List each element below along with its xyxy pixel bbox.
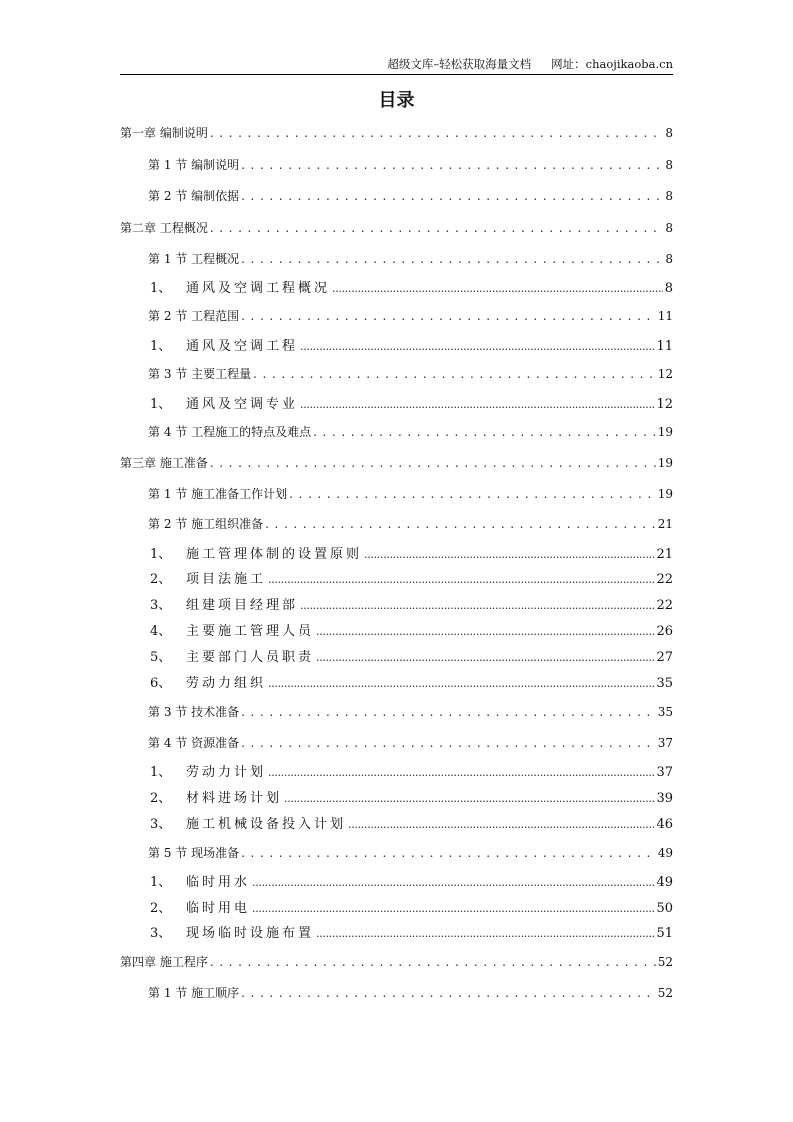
toc-entry-label: 第 2 节 编制依据: [148, 189, 240, 203]
toc-entry-section[interactable]: [120, 734, 673, 751]
toc-entry-number: 2、: [150, 791, 172, 806]
dot-leader: [316, 624, 654, 639]
dot-leader: [241, 252, 663, 266]
toc-entry-page-number: 35: [657, 705, 673, 719]
toc-entry-item[interactable]: [120, 871, 673, 890]
toc-entry-text: 施工机械设备投入计划: [186, 817, 347, 832]
toc-entry-label: [150, 277, 330, 296]
toc-entry-item[interactable]: [120, 813, 673, 832]
dot-leader: [348, 817, 654, 832]
toc-entry-label: [150, 335, 298, 354]
toc-entry-label: [150, 813, 346, 832]
dot-leader: [210, 456, 656, 470]
dot-leader: [252, 875, 654, 890]
toc-entry-text: 组建项目经理部: [186, 598, 299, 613]
toc-entry-label: [150, 568, 266, 587]
toc-entry-item[interactable]: [120, 787, 673, 806]
toc-entry-item[interactable]: [120, 568, 673, 587]
toc-entry-page-number: 50: [656, 901, 673, 916]
toc-entry-chapter[interactable]: [120, 953, 673, 970]
toc-entry-item[interactable]: [120, 922, 673, 941]
toc-entry-number: 4、: [150, 624, 172, 639]
toc-entry-page-number: 8: [665, 252, 673, 266]
toc-entry-number: 3、: [150, 817, 172, 832]
toc-entry-text: 材料进场计划: [186, 791, 283, 806]
dot-leader: [210, 955, 656, 969]
toc-entry-item[interactable]: [120, 897, 673, 916]
toc-entry-label: [150, 620, 314, 639]
dot-leader: [268, 572, 654, 587]
toc-entry-item[interactable]: [120, 620, 673, 639]
toc-entry-section[interactable]: [120, 703, 673, 720]
toc-entry-page-number: 8: [665, 221, 673, 235]
dot-leader: [313, 425, 656, 439]
toc-entry-label: 第 2 节 工程范围: [148, 309, 240, 323]
toc-entry-label: [150, 922, 314, 941]
toc-entry-number: 1、: [150, 875, 172, 890]
toc-entry-section[interactable]: [120, 365, 673, 382]
toc-entry-item[interactable]: [120, 594, 673, 613]
toc-entry-page-number: 35: [656, 676, 673, 691]
toc-entry-number: 1、: [150, 765, 172, 780]
toc-entry-number: 3、: [150, 598, 172, 613]
toc-entry-label: [150, 594, 298, 613]
toc-entry-text: 劳动力计划: [186, 765, 267, 780]
toc-entry-page-number: 49: [657, 846, 673, 860]
dot-leader: [241, 309, 656, 323]
dot-leader: [300, 339, 654, 354]
toc-entry-page-number: 51: [656, 926, 673, 941]
toc-entry-page-number: 37: [657, 736, 673, 750]
toc-entry-text: 临时用电: [186, 901, 251, 916]
dot-leader: [265, 517, 656, 531]
page-header: [120, 56, 673, 75]
dot-leader: [300, 397, 654, 412]
dot-leader: [364, 547, 654, 562]
toc-entry-page-number: 8: [665, 126, 673, 140]
toc-entry-number: 6、: [150, 676, 172, 691]
toc-entry-number: 1、: [150, 339, 172, 354]
dot-leader: [241, 158, 663, 172]
toc-entry-page-number: 49: [656, 875, 673, 890]
toc-entry-section[interactable]: [120, 250, 673, 267]
toc-entry-label: 第一章 编制说明: [120, 126, 208, 140]
toc-entry-label: [150, 761, 266, 780]
dot-leader: [252, 901, 654, 916]
toc-entry-text: 通风及空调专业: [186, 397, 299, 412]
toc-entry-label: [150, 897, 250, 916]
header-site-slogan: 超级文库–轻松获取海量文档: [387, 57, 532, 71]
toc-entry-page-number: 8: [664, 281, 673, 296]
dot-leader: [289, 487, 656, 501]
toc-entry-page-number: 8: [665, 189, 673, 203]
toc-entry-item[interactable]: [120, 277, 673, 296]
toc-entry-label: 第 1 节 工程概况: [148, 252, 240, 266]
toc-entry-text: 通风及空调工程概况: [186, 281, 331, 296]
toc-entry-label: 第 2 节 施工组织准备: [148, 517, 264, 531]
toc-entry-number: 1、: [150, 281, 172, 296]
toc-entry-item[interactable]: [120, 761, 673, 780]
toc-entry-page-number: 12: [657, 367, 673, 381]
toc-entry-section[interactable]: [120, 307, 673, 324]
toc-entry-label: 第 1 节 施工准备工作计划: [148, 487, 288, 501]
toc-entry-section[interactable]: [120, 156, 673, 173]
toc-entry-label: [150, 672, 266, 691]
toc-entry-item[interactable]: [120, 543, 673, 562]
toc-entry-label: 第 4 节 工程施工的特点及难点: [148, 425, 312, 439]
toc-entry-label: 第四章 施工程序: [120, 955, 208, 969]
toc-entry-chapter[interactable]: [120, 124, 673, 141]
dot-leader: [284, 791, 654, 806]
toc-entry-label: [150, 646, 314, 665]
toc-entry-label: 第 4 节 资源准备: [148, 736, 240, 750]
toc-entry-page-number: 19: [657, 425, 673, 439]
toc-entry-page-number: 8: [665, 158, 673, 172]
toc-entry-number: 5、: [150, 650, 172, 665]
toc-entry-page-number: 11: [657, 309, 673, 323]
toc-entry-page-number: 26: [656, 624, 673, 639]
toc-entry-number: 2、: [150, 901, 172, 916]
toc-entry-label: [150, 543, 362, 562]
toc-entry-item[interactable]: [120, 335, 673, 354]
toc-entry-label: 第 1 节 施工顺序: [148, 986, 240, 1000]
toc-entry-section[interactable]: [120, 485, 673, 502]
toc-entry-label: [150, 871, 250, 890]
dot-leader: [268, 676, 654, 691]
toc-entry-text: 现场临时设施布置: [186, 926, 315, 941]
toc-entry-page-number: 52: [657, 986, 673, 1000]
toc-entry-page-number: 21: [657, 517, 673, 531]
toc-entry-chapter[interactable]: [120, 454, 673, 471]
dot-leader: [210, 221, 664, 235]
toc-entry-page-number: 46: [656, 817, 673, 832]
toc-entry-number: 3、: [150, 926, 172, 941]
dot-leader: [241, 986, 656, 1000]
toc-entry-section[interactable]: [120, 187, 673, 204]
dot-leader: [332, 281, 663, 296]
toc-entry-text: 项目法施工: [186, 572, 267, 587]
dot-leader: [241, 736, 656, 750]
dot-leader: [300, 598, 654, 613]
toc-entry-text: 施工管理体制的设置原则: [186, 547, 363, 562]
toc-entry-item[interactable]: [120, 672, 673, 691]
toc-entry-section[interactable]: [120, 423, 673, 440]
toc-entry-page-number: 22: [656, 598, 673, 613]
dot-leader: [253, 367, 656, 381]
header-site-url: 网址：chaojikaoba.cn: [551, 57, 673, 71]
toc-entry-chapter[interactable]: [120, 219, 673, 236]
toc-entry-text: 劳动力组织: [186, 676, 267, 691]
dot-leader: [268, 765, 654, 780]
toc-entry-section[interactable]: [120, 984, 673, 1001]
toc-entry-item[interactable]: [120, 393, 673, 412]
toc-entry-label: 第 5 节 现场准备: [148, 846, 240, 860]
toc-entry-section[interactable]: [120, 515, 673, 532]
toc-entry-page-number: 22: [656, 572, 673, 587]
dot-leader: [316, 650, 654, 665]
toc-entry-number: 1、: [150, 547, 172, 562]
toc-entry-label: 第 1 节 编制说明: [148, 158, 240, 172]
toc-title: 目录: [378, 90, 415, 111]
toc-entry-page-number: 27: [656, 650, 673, 665]
toc-entry-page-number: 52: [657, 955, 673, 969]
toc-entry-text: 临时用水: [186, 875, 251, 890]
dot-leader: [210, 126, 664, 140]
toc-entry-page-number: 12: [656, 397, 673, 412]
toc-entry-page-number: 37: [656, 765, 673, 780]
toc-entry-number: 2、: [150, 572, 172, 587]
toc-entry-label: [150, 393, 298, 412]
dot-leader: [241, 705, 656, 719]
toc-entry-label: 第三章 施工准备: [120, 456, 208, 470]
dot-leader: [316, 926, 654, 941]
toc-entry-text: 主要施工管理人员: [186, 624, 315, 639]
toc-entry-label: [150, 787, 282, 806]
toc-entry-page-number: 19: [657, 456, 673, 470]
toc-entry-item[interactable]: [120, 646, 673, 665]
toc-entry-label: 第 3 节 技术准备: [148, 705, 240, 719]
toc-entry-page-number: 21: [656, 547, 673, 562]
toc-entry-section[interactable]: [120, 844, 673, 861]
toc-entry-number: 1、: [150, 397, 172, 412]
dot-leader: [241, 846, 656, 860]
toc-entry-label: 第 3 节 主要工程量: [148, 367, 252, 381]
toc-entry-page-number: 39: [656, 791, 673, 806]
toc-entry-label: 第二章 工程概况: [120, 221, 208, 235]
toc-entry-page-number: 19: [657, 487, 673, 501]
toc-entry-text: 通风及空调工程: [186, 339, 299, 354]
toc-entry-page-number: 11: [656, 339, 673, 354]
toc-entry-text: 主要部门人员职责: [186, 650, 315, 665]
dot-leader: [241, 189, 663, 203]
